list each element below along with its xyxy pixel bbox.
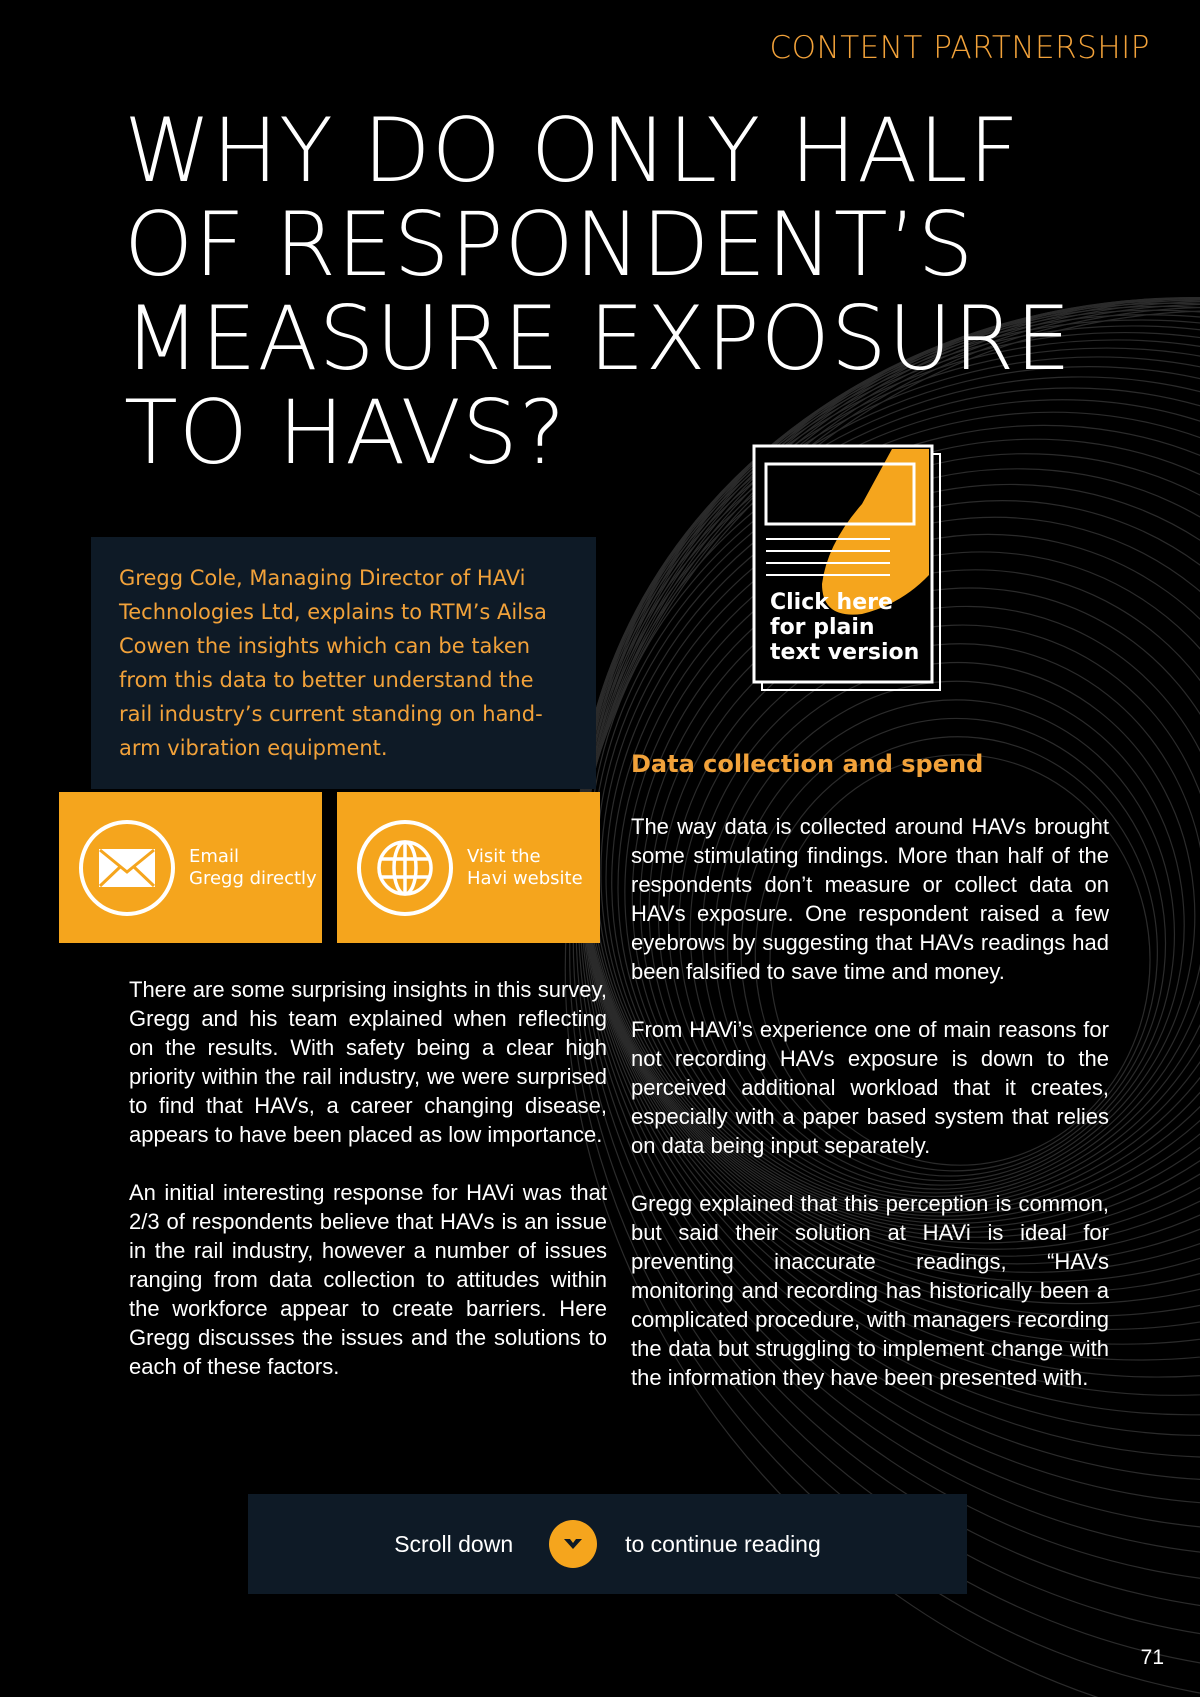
article-paragraph: There are some surprising insights in this survey, Gregg and his team explained when reflecting on the results. With safety being a clear high priority within the rail industry, we were surprised to find that HAVs, a career changing disease, appears to have been placed as low importance.: [129, 977, 607, 1147]
page-number: 71: [1140, 1646, 1164, 1669]
chevron-down-icon[interactable]: [549, 1520, 597, 1568]
intro-box: [91, 537, 596, 789]
email-cta-line1: Email: [189, 845, 239, 867]
scroll-prompt[interactable]: [248, 1494, 967, 1594]
section-subheading: Data collection and spend: [631, 750, 984, 778]
website-cta-label: [467, 846, 583, 890]
email-gregg-button[interactable]: [59, 792, 322, 943]
plain-text-line: Click here: [770, 590, 893, 615]
article-paragraph: From HAVi’s experience one of main reasons for not recording HAVs exposure is down to the perceived additional workload that it creates, especially with a paper based system that relies on data being input separately.: [631, 1017, 1109, 1158]
headline-line: MEASURE EXPOSURE: [124, 287, 1072, 390]
article-paragraph: An initial interesting response for HAVi was that 2/3 of respondents believe that HAVs is an issue in the rail industry, however a number of issues ranging from data collection to attitudes within the workforce appear to create barriers. Here Gregg discusses the issues and the solutions to each of these factors.: [129, 1180, 607, 1379]
website-cta-line2: Havi website: [467, 867, 583, 889]
headline-line: TO HAVS?: [124, 381, 567, 484]
email-cta-line2: Gregg directly: [189, 867, 317, 889]
intro-text: Gregg Cole, Managing Director of HAVi Technologies Ltd, explains to RTM’s Ailsa Cowen the insights which can be taken from this data to better understand the rail industry’s current standing on hand-arm vibration equipment.: [119, 566, 547, 760]
website-cta-line1: Visit the: [467, 845, 541, 867]
plain-text-link-label: [770, 590, 930, 665]
plain-text-line: for plain: [770, 615, 875, 640]
article-paragraph: The way data is collected around HAVs brought some stimulating findings. More than half of the respondents don’t measure or collect data on HAVs exposure. One respondent raised a few eyebrows by suggesting that HAVs readings had been falsified to save time and money.: [631, 814, 1109, 984]
headline-line: WHY DO ONLY HALF: [124, 99, 1021, 202]
scroll-text-after: to continue reading: [625, 1530, 821, 1557]
visit-website-button[interactable]: [337, 792, 600, 943]
page-title: [124, 99, 1124, 484]
email-cta-label: [189, 846, 317, 890]
headline-line: OF RESPONDENT’S: [124, 193, 975, 296]
article-column-left: [129, 975, 607, 1410]
article-column-right: [631, 812, 1109, 1421]
envelope-icon: [79, 820, 175, 916]
globe-icon: [357, 820, 453, 916]
section-label: CONTENT PARTNERSHIP: [769, 30, 1150, 66]
plain-text-line: text version: [770, 640, 920, 665]
scroll-text-before: Scroll down: [394, 1530, 514, 1557]
article-paragraph: Gregg explained that this perception is common, but said their solution at HAVi is ideal for preventing inaccurate readings, “HAVs monitoring and recording has historically been a complicated procedure, with managers recording the data but struggling to implement change with the information they have been presented with.: [631, 1191, 1109, 1390]
